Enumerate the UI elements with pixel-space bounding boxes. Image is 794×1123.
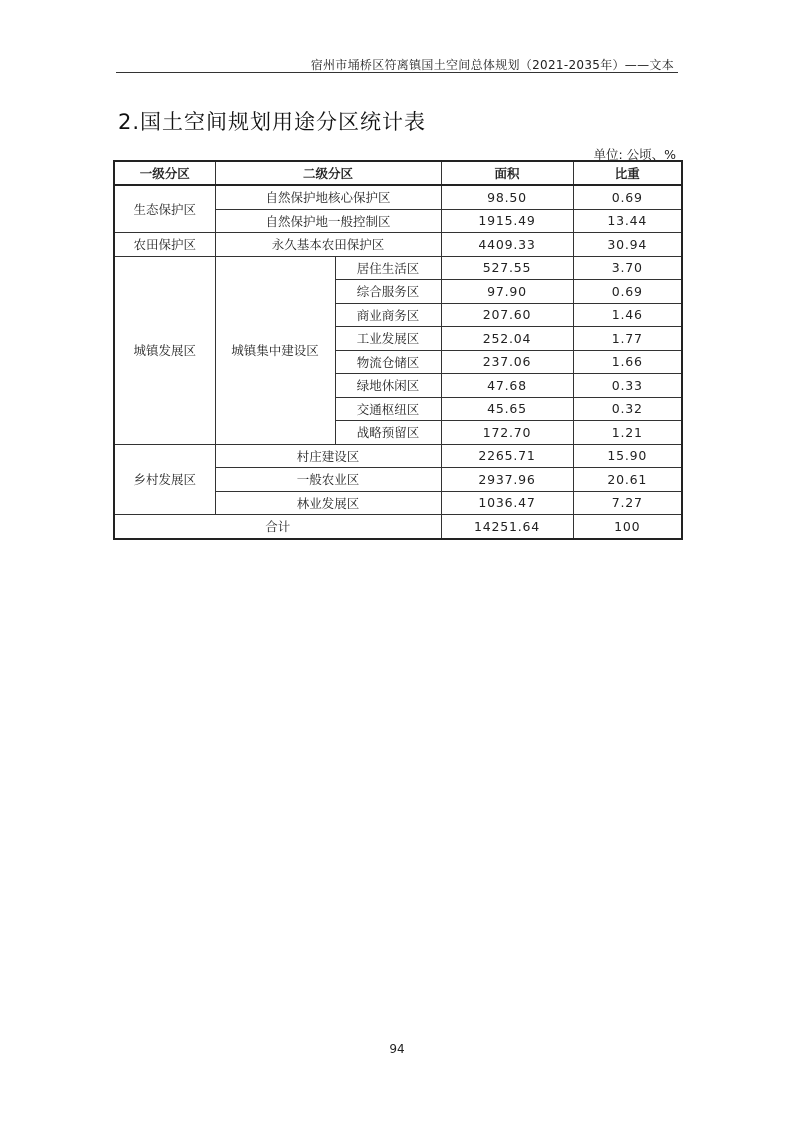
- secondary-zone-cell: 永久基本农田保护区: [215, 233, 441, 257]
- secondary-zone-cell: 自然保护地一般控制区: [215, 209, 441, 233]
- area-cell: 1036.47: [441, 491, 573, 515]
- secondary-zone-cell: 一般农业区: [215, 468, 441, 492]
- area-cell: 97.90: [441, 280, 573, 304]
- tertiary-zone-cell: 物流仓储区: [335, 350, 441, 374]
- tertiary-zone-cell: 居住生活区: [335, 256, 441, 280]
- ratio-cell: 3.70: [573, 256, 682, 280]
- area-cell: 2265.71: [441, 444, 573, 468]
- table-row: [114, 444, 682, 468]
- area-cell: 252.04: [441, 327, 573, 351]
- ratio-cell: 0.69: [573, 185, 682, 209]
- total-row: [114, 515, 682, 539]
- ratio-cell: 13.44: [573, 209, 682, 233]
- area-cell: 237.06: [441, 350, 573, 374]
- primary-zone-cell: 农田保护区: [114, 233, 215, 257]
- primary-zone-cell: 城镇发展区: [114, 256, 215, 444]
- secondary-zone-cell: 城镇集中建设区: [215, 256, 335, 444]
- ratio-cell: 15.90: [573, 444, 682, 468]
- land-use-statistics-table: [113, 160, 683, 540]
- tertiary-zone-cell: 交通枢纽区: [335, 397, 441, 421]
- tertiary-zone-cell: 绿地休闲区: [335, 374, 441, 398]
- ratio-cell: 1.77: [573, 327, 682, 351]
- header-primary-zone: 一级分区: [114, 161, 215, 185]
- primary-zone-cell: 生态保护区: [114, 185, 215, 233]
- page-number: 94: [389, 1042, 405, 1056]
- table-header-row: [114, 161, 682, 185]
- section-title: 2.国土空间规划用途分区统计表: [118, 110, 427, 134]
- header-divider: [116, 72, 678, 73]
- area-cell: 527.55: [441, 256, 573, 280]
- area-cell: 4409.33: [441, 233, 573, 257]
- ratio-cell: 20.61: [573, 468, 682, 492]
- primary-zone-cell: 乡村发展区: [114, 444, 215, 515]
- area-cell: 172.70: [441, 421, 573, 445]
- total-label: 合计: [114, 515, 441, 539]
- area-cell: 47.68: [441, 374, 573, 398]
- secondary-zone-cell: 村庄建设区: [215, 444, 441, 468]
- table-row: [114, 233, 682, 257]
- header-secondary-zone: 二级分区: [215, 161, 441, 185]
- ratio-cell: 1.21: [573, 421, 682, 445]
- ratio-cell: 0.69: [573, 280, 682, 304]
- running-header: 宿州市埇桥区符离镇国土空间总体规划（2021-2035年）——文本: [310, 58, 674, 72]
- tertiary-zone-cell: 战略预留区: [335, 421, 441, 445]
- tertiary-zone-cell: 综合服务区: [335, 280, 441, 304]
- ratio-cell: 1.46: [573, 303, 682, 327]
- ratio-cell: 0.33: [573, 374, 682, 398]
- area-cell: 2937.96: [441, 468, 573, 492]
- ratio-cell: 30.94: [573, 233, 682, 257]
- ratio-cell: 7.27: [573, 491, 682, 515]
- secondary-zone-cell: 自然保护地核心保护区: [215, 185, 441, 209]
- ratio-cell: 0.32: [573, 397, 682, 421]
- area-cell: 98.50: [441, 185, 573, 209]
- table-row: [114, 256, 682, 280]
- unit-note: 单位: 公顷、%: [593, 147, 676, 162]
- tertiary-zone-cell: 商业商务区: [335, 303, 441, 327]
- ratio-cell: 1.66: [573, 350, 682, 374]
- header-ratio: 比重: [573, 161, 682, 185]
- area-cell: 207.60: [441, 303, 573, 327]
- area-cell: 45.65: [441, 397, 573, 421]
- total-ratio: 100: [573, 515, 682, 539]
- total-area: 14251.64: [441, 515, 573, 539]
- area-cell: 1915.49: [441, 209, 573, 233]
- secondary-zone-cell: 林业发展区: [215, 491, 441, 515]
- header-area: 面积: [441, 161, 573, 185]
- tertiary-zone-cell: 工业发展区: [335, 327, 441, 351]
- table-row: [114, 185, 682, 209]
